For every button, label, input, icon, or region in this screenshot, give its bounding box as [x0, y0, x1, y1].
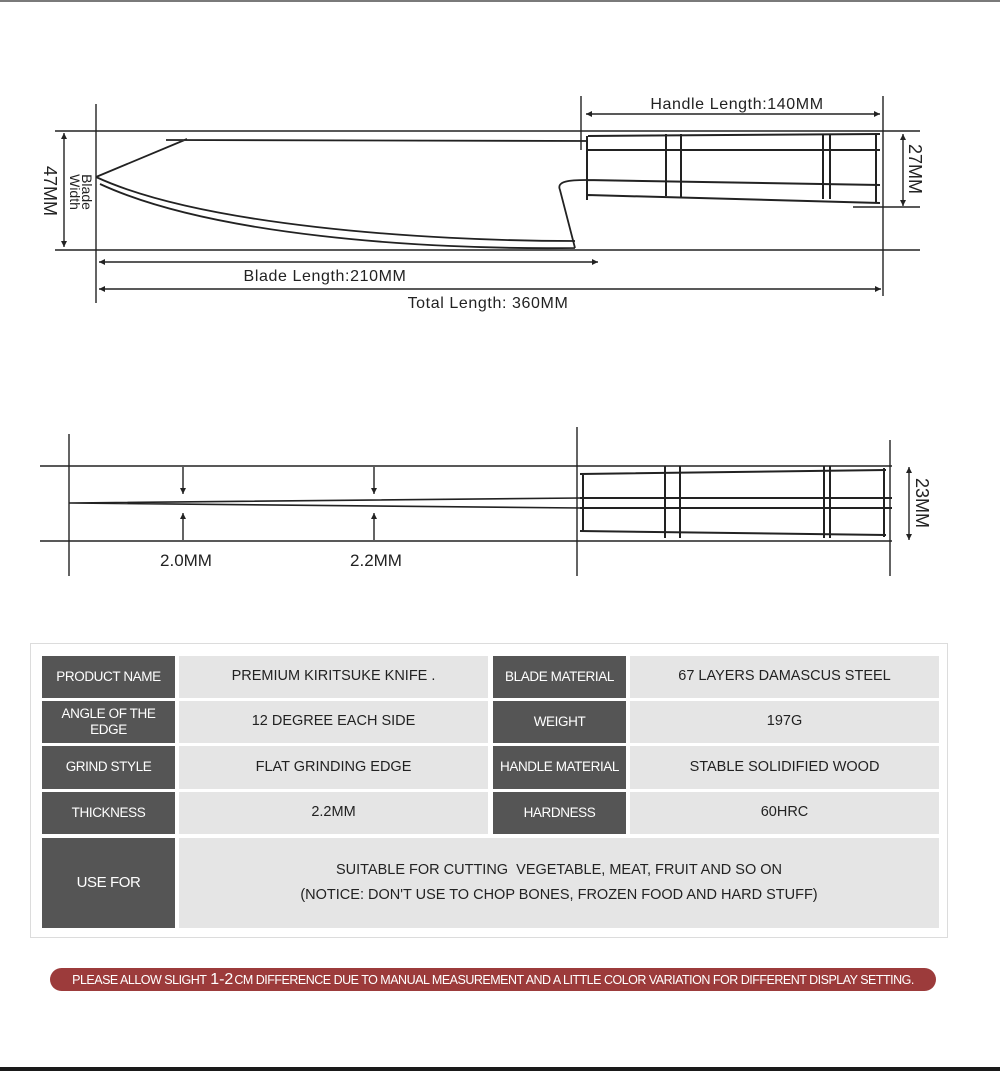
- handle-thickness-label: 23MM: [912, 477, 932, 529]
- thickness-1-label: 2.0MM: [160, 551, 212, 570]
- notice-text-start: PLEASE ALLOW SLIGHT: [72, 972, 210, 987]
- handle-side-outline: [580, 470, 892, 535]
- handle-bands: [666, 133, 876, 203]
- handle-width-label: 27MM: [905, 143, 925, 195]
- spec-value: STABLE SOLIDIFIED WOOD: [630, 746, 939, 789]
- thickness-2-label: 2.2MM: [350, 551, 402, 570]
- bottom-border: [0, 1067, 1000, 1071]
- spec-table: [30, 643, 948, 938]
- spec-key: WEIGHT: [493, 701, 626, 743]
- blade-side-outline: [69, 498, 580, 508]
- notice-text-emphasis: 1-2: [210, 970, 234, 988]
- measurement-notice-banner: [50, 968, 936, 991]
- spec-key: HARDNESS: [493, 792, 626, 834]
- spec-value: PREMIUM KIRITSUKE KNIFE .: [179, 656, 488, 698]
- blade-width-label-line1: Blade: [79, 174, 95, 210]
- top-view: [55, 96, 920, 303]
- use-for-line-1: SUITABLE FOR CUTTING VEGETABLE, MEAT, FRUIT AND SO ON: [335, 861, 783, 878]
- spec-value: FLAT GRINDING EDGE: [179, 746, 488, 789]
- handle-side-bands: [665, 466, 884, 538]
- spec-key: THICKNESS: [42, 792, 175, 834]
- blade-outline: [96, 139, 588, 248]
- total-length-label: Total Length: 360MM: [407, 295, 569, 312]
- blade-width-label-line2: Width: [67, 174, 83, 210]
- use-for-key: USE FOR: [42, 838, 175, 928]
- use-for-line-2: (NOTICE: DON'T USE TO CHOP BONES, FROZEN FOOD AND HARD STUFF): [300, 887, 818, 903]
- spec-key: PRODUCT NAME: [42, 656, 175, 698]
- handle-outline: [587, 134, 880, 203]
- spec-value: 12 DEGREE EACH SIDE: [179, 701, 488, 743]
- spec-value: 60HRC: [630, 792, 939, 834]
- spec-value: 67 LAYERS DAMASCUS STEEL: [630, 656, 939, 698]
- spec-key: GRIND STYLE: [42, 746, 175, 789]
- notice-text-end: CM DIFFERENCE DUE TO MANUAL MEASUREMENT AND A LITTLE COLOR VARIATION FOR DIFFERENT DISPLAY SETTING.: [234, 972, 914, 987]
- blade-length-label: Blade Length:210MM: [243, 268, 407, 285]
- spec-key: ANGLE OF THE EDGE: [42, 701, 175, 743]
- spec-key: HANDLE MATERIAL: [493, 746, 626, 789]
- handle-length-label: Handle Length:140MM: [650, 96, 824, 113]
- spec-value: 197G: [630, 701, 939, 743]
- spec-key: BLADE MATERIAL: [493, 656, 626, 698]
- spec-value: 2.2MM: [179, 792, 488, 834]
- use-for-value: [179, 838, 939, 928]
- total-width-label: 47MM: [40, 165, 60, 217]
